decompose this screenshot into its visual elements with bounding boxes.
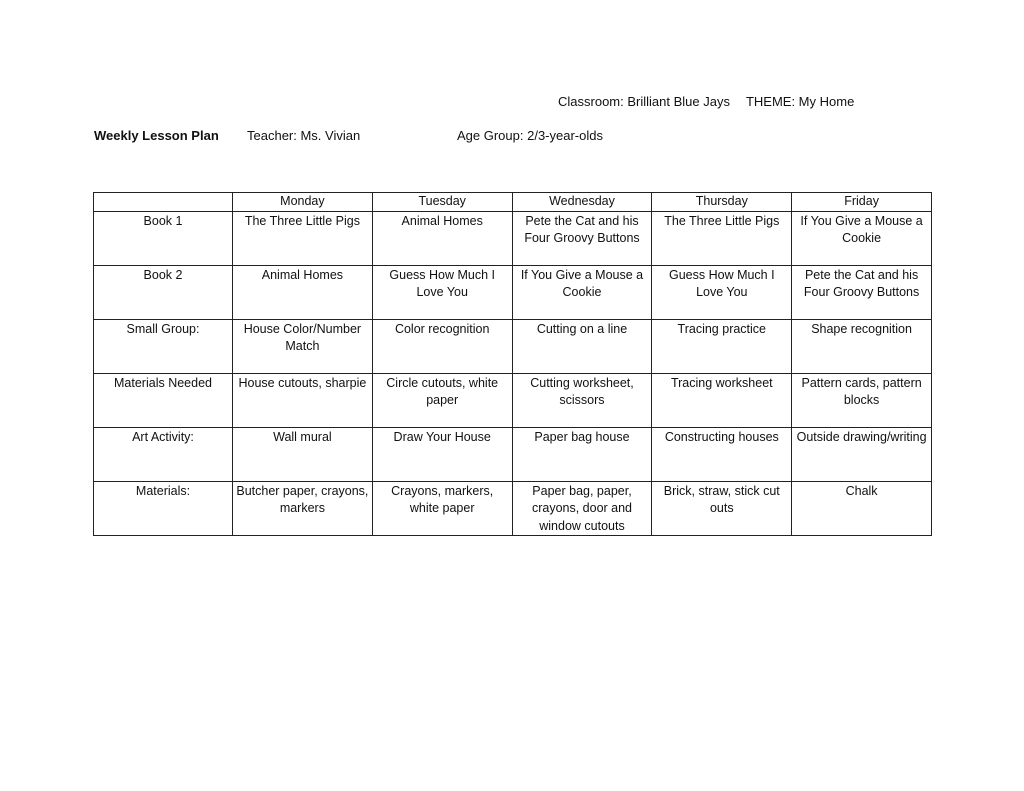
table-cell: Paper bag, paper, crayons, door and window cutouts <box>512 481 652 536</box>
page-title: Weekly Lesson Plan <box>94 128 219 143</box>
classroom-label: Classroom: Brilliant Blue Jays <box>558 94 730 109</box>
table-cell: Tracing practice <box>652 319 792 373</box>
table-cell: House cutouts, sharpie <box>233 373 373 427</box>
table-cell: Paper bag house <box>512 427 652 481</box>
table-cell: Animal Homes <box>233 265 373 319</box>
table-cell: If You Give a Mouse a Cookie <box>512 265 652 319</box>
table-cell: Tracing worksheet <box>652 373 792 427</box>
table-cell: Guess How Much I Love You <box>652 265 792 319</box>
table-cell: Outside drawing/writing <box>792 427 932 481</box>
table-row <box>94 373 932 427</box>
table-cell: House Color/Number Match <box>233 319 373 373</box>
table-cell: If You Give a Mouse a Cookie <box>792 211 932 265</box>
table-cell: Crayons, markers, white paper <box>372 481 512 536</box>
table-cell: Cutting on a line <box>512 319 652 373</box>
theme-label: THEME: My Home <box>745 94 855 109</box>
table-cell: Butcher paper, crayons, markers <box>233 481 373 536</box>
column-header-thursday: Thursday <box>652 193 792 212</box>
column-header-monday: Monday <box>233 193 373 212</box>
row-label: Book 1 <box>94 211 233 265</box>
column-header-wednesday: Wednesday <box>512 193 652 212</box>
table-row <box>94 265 932 319</box>
table-cell: Wall mural <box>233 427 373 481</box>
column-header-tuesday: Tuesday <box>372 193 512 212</box>
table-cell: The Three Little Pigs <box>652 211 792 265</box>
column-header-empty <box>94 193 233 212</box>
table-header-row <box>94 193 932 212</box>
row-label: Art Activity: <box>94 427 233 481</box>
table-cell: Pattern cards, pattern blocks <box>792 373 932 427</box>
table-row <box>94 319 932 373</box>
teacher-label: Teacher: Ms. Vivian <box>247 128 361 143</box>
lesson-plan-table <box>93 192 932 536</box>
classroom-theme-line <box>558 94 854 109</box>
table-cell: Brick, straw, stick cut outs <box>652 481 792 536</box>
table-row <box>94 427 932 481</box>
table-cell: Shape recognition <box>792 319 932 373</box>
table-cell: Chalk <box>792 481 932 536</box>
table-cell: Pete the Cat and his Four Groovy Buttons <box>512 211 652 265</box>
table-cell: Constructing houses <box>652 427 792 481</box>
table-cell: Color recognition <box>372 319 512 373</box>
table-cell: Draw Your House <box>372 427 512 481</box>
row-label: Materials Needed <box>94 373 233 427</box>
table-cell: Animal Homes <box>372 211 512 265</box>
row-label: Book 2 <box>94 265 233 319</box>
table-cell: The Three Little Pigs <box>233 211 373 265</box>
table-cell: Cutting worksheet, scissors <box>512 373 652 427</box>
age-group-label: Age Group: 2/3-year-olds <box>457 128 603 143</box>
row-label: Small Group: <box>94 319 233 373</box>
row-label: Materials: <box>94 481 233 536</box>
table-row <box>94 211 932 265</box>
table-cell: Pete the Cat and his Four Groovy Buttons <box>792 265 932 319</box>
table-row <box>94 481 932 536</box>
table-cell: Circle cutouts, white paper <box>372 373 512 427</box>
table-cell: Guess How Much I Love You <box>372 265 512 319</box>
column-header-friday: Friday <box>792 193 932 212</box>
